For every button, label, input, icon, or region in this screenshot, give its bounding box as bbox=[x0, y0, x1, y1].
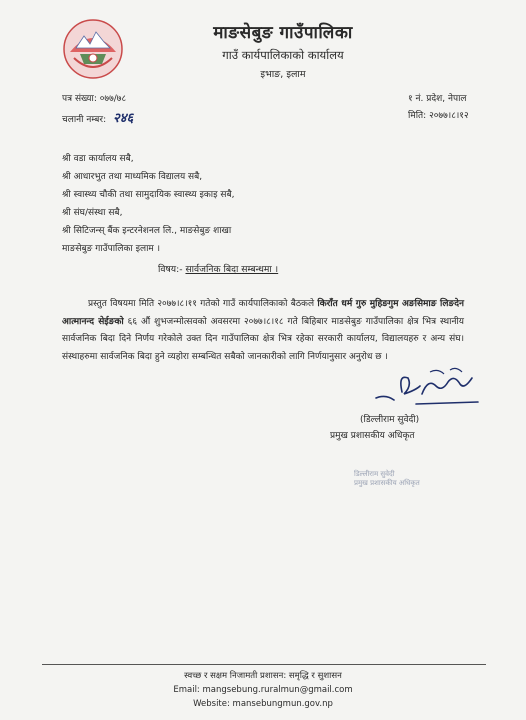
recipient-line: श्री आधारभुत तथा माध्यमिक विद्यालय सबै, bbox=[62, 172, 203, 182]
recipient-line: श्री सिटिजन्स् बैंक इन्टरनेशनल लि., माङसेबुङ शाखा bbox=[62, 226, 232, 236]
subject-line bbox=[158, 262, 278, 275]
letter-number: पत्र संख्या: ०७७/७८ bbox=[62, 94, 127, 104]
recipient-line: श्री स्वास्थ्य चौकी तथा सामुदायिक स्वास्थ्य इकाइ सबै, bbox=[62, 190, 235, 200]
body-part-2: ६६ औं शुभजन्मोत्सवको अवसरमा २०७७।८।१८ गते बिहिबार माङसेबुङ गाउँपालिका क्षेत्र भित्र स्थानीय सार्वजनिक बिदा दिने निर्णय गरेकोले उक्त दिन गाउँपालिका क्षेत्र भित्र रहेका सरकारी कार्यालय, विद्यालयहरु र अन्य संघ।संस्थाहरुमा सार्वजनिक बिदा हुने व्यहोरा सम्बन्धित सबैको जानकारीको लागि निर्णयानुसार अनुरोध छ । bbox=[62, 316, 464, 362]
letter-body bbox=[62, 296, 464, 366]
recipient-line: श्री वडा कार्यालय सबै, bbox=[62, 154, 134, 164]
footer-email: Email: mangsebung.ruralmun@gmail.com bbox=[173, 685, 353, 695]
footer-slogan: स्वच्छ र सक्षम निजामती प्रशासन: समृद्धि र सुशासन bbox=[184, 671, 342, 681]
stamp-title: प्रमुख प्रशासकीय अधिकृत bbox=[354, 479, 420, 487]
office-address: इभाङ, इलाम bbox=[260, 69, 306, 80]
letter-date: मिति: २०७७।८।१२ bbox=[408, 111, 469, 121]
province: १ नं. प्रदेश, नेपाल bbox=[408, 94, 467, 104]
footer-divider bbox=[42, 664, 486, 665]
recipient-line: माङसेबुङ गाउँपालिका इलाम । bbox=[62, 244, 161, 254]
body-bold-name: किराँत धर्म गुरु मुहिङगुम अङसिमाङ लिङदेन आत्मानन्द सेईङको bbox=[62, 299, 464, 327]
org-title: माङसेबुङ गाउँपालिका bbox=[213, 23, 353, 43]
recipient-list bbox=[62, 150, 234, 258]
subject-text: सार्वजनिक बिदा सम्बन्धमा । bbox=[185, 264, 279, 275]
dispatch-label: चलानी नम्बर: bbox=[62, 115, 107, 125]
stamp-name: डिल्लीराम सुवेदी bbox=[354, 470, 395, 478]
body-part-1: प्रस्तुत विषयमा मिति २०७७।८।११ गतेको गाउँ कार्यपालिकाको बैठकले bbox=[88, 299, 318, 309]
signatory-title: प्रमुख प्रशासकीय अधिकृत bbox=[330, 431, 415, 441]
handwritten-signature bbox=[372, 364, 482, 410]
dispatch-number-handwritten: २४६ bbox=[112, 111, 134, 126]
official-stamp bbox=[354, 470, 446, 508]
dispatch-number bbox=[62, 108, 133, 126]
subject-label: विषय:- bbox=[158, 264, 183, 275]
office-name: गाउँ कार्यपालिकाको कार्यालय bbox=[222, 48, 344, 62]
footer-website: Website: mansebungmun.gov.np bbox=[193, 699, 333, 709]
recipient-line: श्री संघ/संस्था सबै, bbox=[62, 208, 123, 218]
signatory-name: (डिल्लीराम सुवेदी) bbox=[360, 415, 420, 425]
